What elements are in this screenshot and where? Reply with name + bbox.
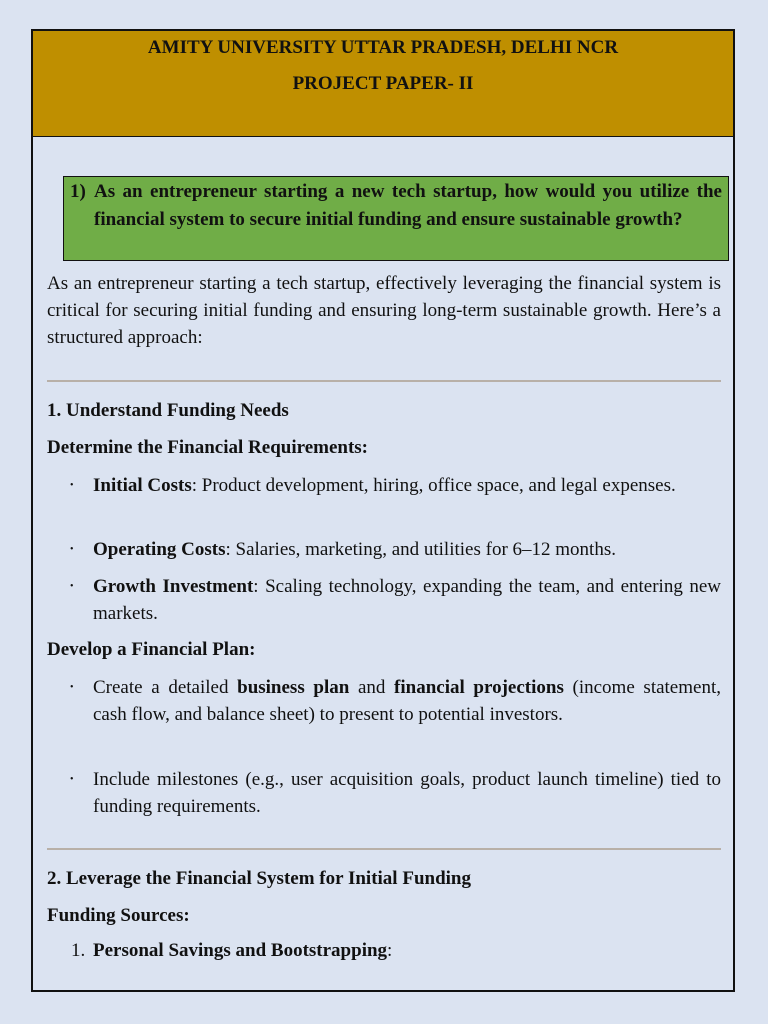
financial-projections-term: financial projections: [394, 677, 564, 698]
item-text: : Salaries, marketing, and utilities for 6–12 months.: [225, 539, 616, 560]
business-plan-term: business plan: [237, 677, 350, 698]
list-item: • Create a detailed business plan and financial projections (income statement, cash flow, and balance sheet) to present to potential investors.: [47, 674, 721, 755]
section-heading-1: 1. Understand Funding Needs: [47, 400, 289, 421]
university-title: AMITY UNIVERSITY UTTAR PRADESH, DELHI NCR: [147, 37, 619, 58]
numbered-list-item: 1. Personal Savings and Bootstrapping:: [47, 937, 721, 964]
item-label: Operating Costs: [93, 539, 226, 560]
intro-paragraph: As an entrepreneur starting a tech startup, effectively leveraging the financial system is critical for securing initial funding and ensuring long-term sustainable growth. Here’s a structured approach:: [47, 273, 721, 348]
item-text: : Scaling technology, expanding the team, and entering new markets.: [93, 576, 721, 624]
bullet-icon: •: [70, 544, 74, 555]
bullet-icon: •: [70, 480, 74, 491]
item-text: Include milestones (e.g., user acquisition goals, product launch timeline) tied to funding requirements.: [93, 769, 721, 817]
item-number: 1.: [71, 940, 86, 961]
document-page: [31, 29, 735, 992]
bullet-icon: •: [70, 682, 74, 693]
question-number: 1): [70, 181, 86, 202]
item-label: Initial Costs: [93, 475, 192, 496]
bullet-icon: •: [70, 774, 74, 785]
paper-title: PROJECT PAPER- II: [292, 73, 474, 94]
list-item: [47, 536, 721, 563]
subheading-funding-sources: Funding Sources:: [47, 905, 190, 926]
list-item: [47, 472, 721, 526]
item-label: Personal Savings and Bootstrapping: [93, 940, 388, 961]
list-item: [47, 766, 721, 820]
item-label: Growth Investment: [93, 576, 254, 597]
divider: [47, 848, 721, 850]
question-text: As an entrepreneur starting a new tech startup, how would you utilize the financial system to secure initial funding and ensure sustainable growth?: [94, 181, 722, 230]
question-box: [63, 176, 729, 261]
subheading-financial-plan: Develop a Financial Plan:: [47, 639, 256, 660]
item-text: : Product development, hiring, office space, and legal expenses.: [191, 475, 676, 496]
section-heading-2: 2. Leverage the Financial System for Initial Funding: [47, 868, 471, 889]
header-banner: [33, 31, 733, 137]
list-item: [47, 573, 721, 627]
subheading-financial-requirements: Determine the Financial Requirements:: [47, 437, 369, 458]
divider: [47, 380, 721, 382]
bullet-icon: •: [70, 581, 74, 592]
